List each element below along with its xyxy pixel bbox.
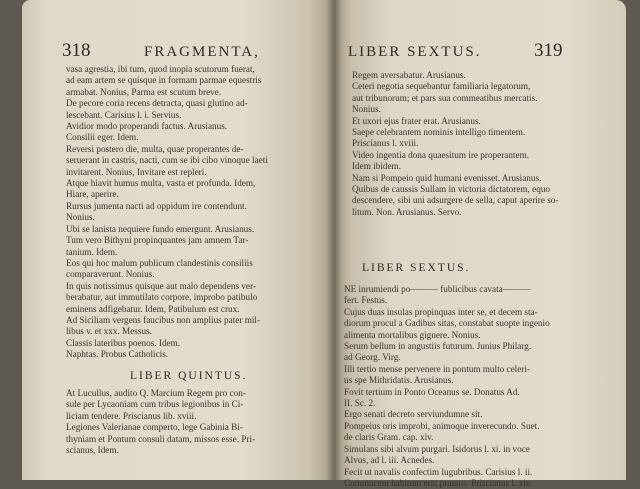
text-line: Avidior modo properandi factus. Arusianus. xyxy=(66,121,228,132)
text-line: Naphtas. Probus Catholicis. xyxy=(66,349,169,360)
text-line: liciam tendere. Priscianus lib. xviii. xyxy=(66,410,197,421)
text-line: Commucem habitum erat prassus. Priscianus l. xiv. xyxy=(344,477,532,488)
text-line: eminens adfigebatur. Idem, Patibulum est crux. xyxy=(66,303,240,314)
text-line: II. Sc. 2. xyxy=(344,398,376,409)
text-line: Reversi postero die, multa, quae properantes de- xyxy=(66,143,244,154)
text-line: Saepe celebrantem nominis intelligo timentem. xyxy=(352,127,526,138)
right-page-number: 319 xyxy=(534,40,563,61)
left-page xyxy=(22,0,334,480)
text-line: Simulans sibi alvum purgari. Isidorus l. xi. in voce xyxy=(344,443,530,454)
text-line: tanium. Idem. xyxy=(66,246,118,257)
text-line: Nam si Pompeio quid humani evenisset. Arusianus. xyxy=(352,172,542,183)
text-line: us spe Mithridatis. Arusianus. xyxy=(344,375,454,386)
left-section-title: LIBER QUINTUS. xyxy=(130,370,248,382)
text-line: invitarent. Nonius, Invitare est repleri. xyxy=(66,166,207,177)
right-section-title: LIBER SEXTUS. xyxy=(362,262,471,274)
text-line: Ubi se lanista nequiere fundo emergunt. Arusianus. xyxy=(66,223,255,234)
left-section-text xyxy=(66,388,255,456)
text-line: de claris Gram. cap. xiv. xyxy=(344,432,434,443)
left-running-head: FRAGMENTA, xyxy=(144,44,260,60)
text-line: libus v. et xxx. Messus. xyxy=(66,326,152,337)
text-line: Consilii eger. Idem. xyxy=(66,132,139,143)
text-line: Nonius. xyxy=(66,212,95,223)
text-line: Eos qui hoc malum publicum clandestinis consiliis xyxy=(66,257,253,268)
text-line: diorum procul a Gadibus sitas, constabat suopte ingenio xyxy=(344,318,550,329)
text-line: scianus, Idem. xyxy=(66,445,119,456)
text-line: Pompeius oris improbi, animoque inverecundo. Suet. xyxy=(344,420,540,431)
text-line: Classis lateribus poenos. Idem. xyxy=(66,337,181,348)
book-gutter-shadow xyxy=(326,0,342,480)
text-line: Hiare, aperire. xyxy=(66,189,119,200)
text-line: Legiones Valerianae comperto, lege Gabinia Bi- xyxy=(66,422,243,433)
right-running-head: LIBER SEXTUS. xyxy=(348,44,482,60)
text-line: armabat. Nonius, Parma est scutum breve. xyxy=(66,86,222,97)
text-line: litum. Non. Arusianus. Servo. xyxy=(352,206,462,217)
text-line: Idem ibidem. xyxy=(352,161,401,172)
text-line: Illi tertio mense pervenere in pontum multo celeri- xyxy=(344,363,530,374)
text-line: Video ingentia dona quaesitum ire properantem. xyxy=(352,149,530,160)
text-line: NE inrumiendi po——— fublicibus cavata——— xyxy=(344,284,531,294)
text-line: ad Georg. Virg. xyxy=(344,352,401,363)
text-line: Fovit tertium in Ponto Oceanus se. Donatus Ad. xyxy=(344,386,520,397)
text-line: At Lucullus, audito Q. Marcium Regem pro con- xyxy=(66,388,246,398)
text-line: comparaverunt. Nonius. xyxy=(66,269,155,280)
text-line: Quibus de caussis Sullam in victoria dictatorem, equo xyxy=(352,184,551,195)
text-line: Cujus duas insulas propinquas inter se, et decem sta- xyxy=(344,306,538,317)
right-body-text xyxy=(352,70,558,218)
text-line: Serum bellum in angustiis futurum. Junius Philarg. xyxy=(344,341,532,352)
right-section-text xyxy=(344,284,550,489)
text-line: berabatur, aut immutilato corpore, improbo patibulo xyxy=(66,292,258,303)
text-line: vasa agrestia, ibi tum, quod inopia scutorum fuerat, xyxy=(66,64,255,74)
text-line: seruerant in castris, nacti, cum se ibi cibo vinoque laeti xyxy=(66,155,268,166)
text-line: Alvus, ad l. iii. Acnedes. xyxy=(344,455,435,466)
text-line: Fecit ut navalis confectim lugubribus. Carisius l. ii. xyxy=(344,466,533,477)
text-line: ad eam artem se quisque in formam parmae equestris xyxy=(66,75,262,86)
text-line: Priscianus l. xviii. xyxy=(352,138,419,149)
text-line: thyniam et Pontum consuli datam, missos esse. Pri- xyxy=(66,433,256,444)
text-line: De pecore coria recens detracta, quasi glutino ad- xyxy=(66,98,248,109)
left-body-text xyxy=(66,64,268,361)
text-line: Atque hiavit humus multa, vasta et profunda. Idem, xyxy=(66,178,256,189)
text-line: alimenta mortalibus gignere. Nonius. xyxy=(344,329,481,340)
text-line: Ceteri negotia sequebantur familiaria legatorum, xyxy=(352,81,531,92)
text-line: sule per Lycaoniam cum tribus legionibus in Ci- xyxy=(66,399,244,410)
text-line: Nonius. xyxy=(352,104,381,115)
text-line: Ad Siciliam vergens faucibus non amplius pater mil- xyxy=(66,314,261,325)
right-page xyxy=(334,0,626,488)
text-line: Et uxori ejus frater erat. Arusianus. xyxy=(352,115,481,126)
text-line: Tum vero Bithyni propinquantes jam amnem Tar- xyxy=(66,235,249,246)
text-line: fert. Festus. xyxy=(344,295,388,306)
text-line: Regem aversabatur. Arusianus. xyxy=(352,70,466,80)
text-line: Rursus jumenta nacti ad oppidum ire contendunt. xyxy=(66,200,247,211)
text-line: lescebant. Carisius l. i. Servius. xyxy=(66,109,182,120)
left-page-number: 318 xyxy=(62,40,91,61)
text-line: Ergo senati decreto serviundumne sit. xyxy=(344,409,483,420)
text-line: descendere, sibi uni adsurgere de sella, caput aperire so- xyxy=(352,195,559,206)
text-line: In quis notissimus quisque aut malo dependens ver- xyxy=(66,280,256,291)
text-line: aut tribunorum; et pars sua commeatibus mercatis. xyxy=(352,92,538,103)
